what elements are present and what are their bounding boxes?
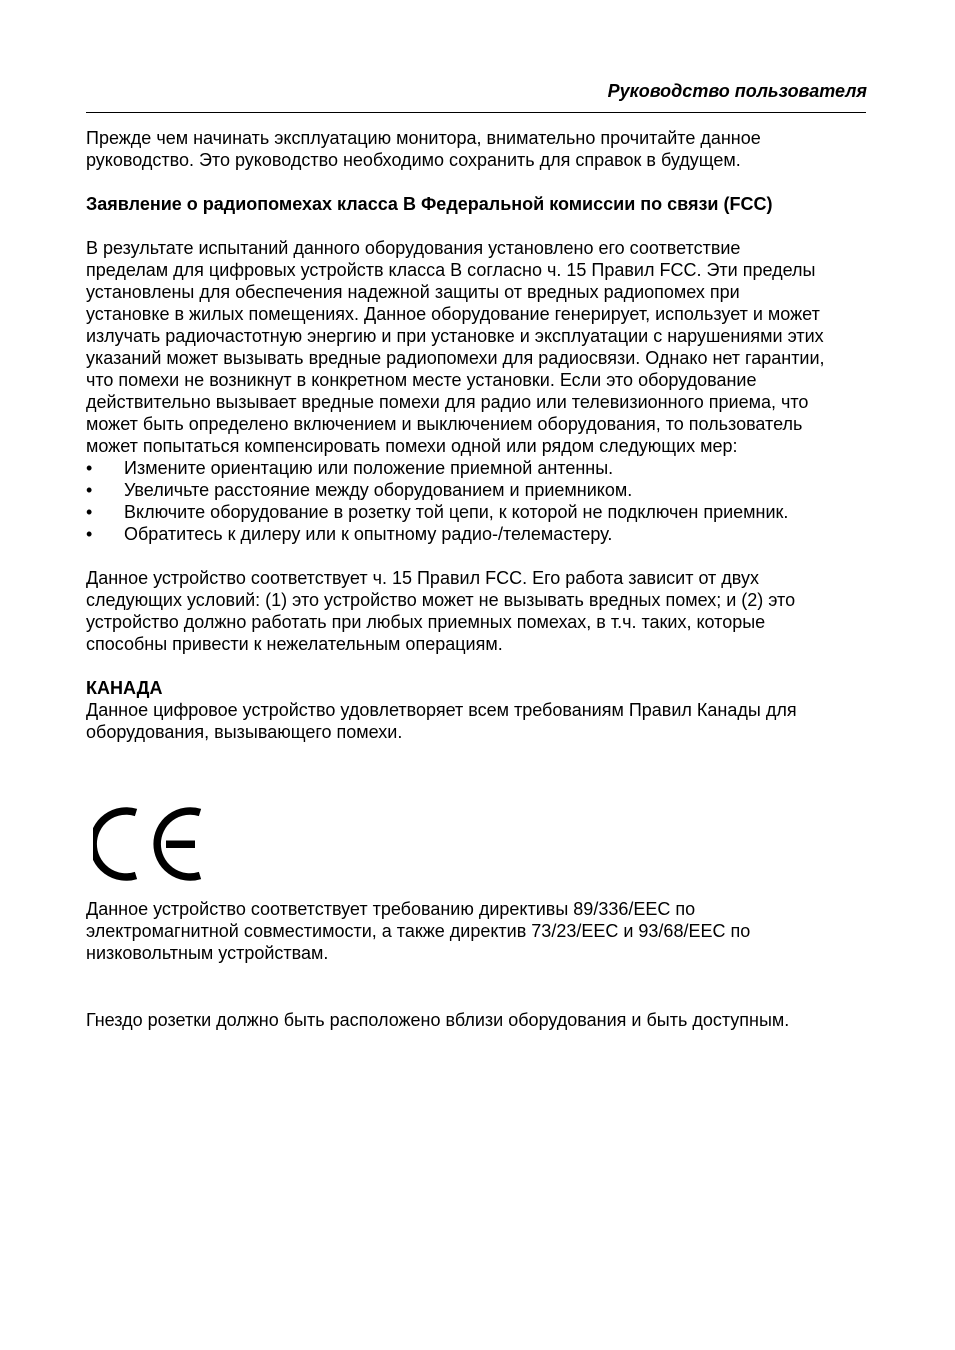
fcc-heading-block [86, 193, 876, 215]
bullet-icon: • [86, 524, 93, 544]
page-header-title: Руководство пользователя [607, 81, 867, 101]
ce-line: Данное устройство соответствует требованию директивы 89/336/EEC по [86, 899, 696, 919]
measure-text: Увеличьте расстояние между оборудованием и приемником. [124, 480, 633, 500]
measure-text: Включите оборудование в розетку той цепи, к которой не подключен приемник. [124, 502, 789, 522]
canada-line: Данное цифровое устройство удовлетворяет всем требованиям Правил Канады для [86, 700, 797, 720]
fcc-line: установке в жилых помещениях. Данное оборудование генерирует, использует и может [86, 304, 820, 324]
measure-text: Измените ориентацию или положение приемной антенны. [124, 458, 614, 478]
canada-line: оборудования, вызывающего помехи. [86, 722, 403, 742]
ce-line: низковольтным устройствам. [86, 943, 329, 963]
spacer [86, 171, 876, 193]
bullet-icon: • [86, 458, 93, 478]
list-item [86, 501, 876, 523]
intro-paragraph [86, 127, 876, 171]
spacer [86, 215, 876, 237]
measure-text: Обратитесь к дилеру или к опытному радио-/телемастеру. [124, 524, 613, 544]
compliance-line: Данное устройство соответствует ч. 15 Правил FCC. Его работа зависит от двух [86, 568, 759, 588]
compliance-line: способны привести к нежелательным операциям. [86, 634, 503, 654]
spacer [86, 655, 876, 677]
measures-list [86, 457, 876, 545]
ce-paragraph [86, 898, 876, 964]
fcc-line: что помехи не возникнут в конкретном месте установки. Если это оборудование [86, 370, 757, 390]
fcc-line: установлены для обеспечения надежной защиты от вредных радиопомех при [86, 282, 740, 302]
fcc-line: указаний может вызывать вредные радиопомехи для радиосвязи. Однако нет гарантии, [86, 348, 825, 368]
fcc-line: может быть определено включением и выключением оборудования, то пользователь [86, 414, 803, 434]
list-item [86, 457, 876, 479]
document-body [86, 127, 876, 743]
bullet-icon: • [86, 502, 93, 522]
fcc-line: действительно вызывает вредные помехи для радио или телевизионного приема, что [86, 392, 809, 412]
fcc-paragraph [86, 237, 876, 457]
intro-line: руководство. Это руководство необходимо сохранить для справок в будущем. [86, 150, 741, 170]
fcc-line: может попытаться компенсировать помехи одной или рядом следующих мер: [86, 436, 738, 456]
list-item [86, 523, 876, 545]
fcc-line: пределам для цифровых устройств класса В согласно ч. 15 Правил FCC. Эти пределы [86, 260, 816, 280]
canada-heading: КАНАДА [86, 678, 163, 698]
fcc-line: В результате испытаний данного оборудования установлено его соответствие [86, 238, 741, 258]
compliance-line: следующих условий: (1) это устройство может не вызывать вредных помех; и (2) это [86, 590, 796, 610]
canada-section [86, 677, 876, 743]
intro-line: Прежде чем начинать эксплуатацию монитора, внимательно прочитайте данное [86, 128, 761, 148]
header-divider [86, 112, 866, 113]
ce-line: электромагнитной совместимости, а также директив 73/23/EEC и 93/68/EEC по [86, 921, 751, 941]
fcc-line: излучать радиочастотную энергию и при установке и эксплуатации с нарушениями этих [86, 326, 824, 346]
fcc-compliance-paragraph [86, 567, 876, 655]
compliance-line: устройство должно работать при любых приемных помехах, в т.ч. таких, которые [86, 612, 766, 632]
fcc-heading: Заявление о радиопомехах класса В Федеральной комиссии по связи (FCC) [86, 194, 773, 214]
bullet-icon: • [86, 480, 93, 500]
ce-mark-icon [93, 804, 205, 884]
outlet-note: Гнездо розетки должно быть расположено вблизи оборудования и быть доступным. [86, 1010, 790, 1030]
list-item [86, 479, 876, 501]
spacer [86, 545, 876, 567]
